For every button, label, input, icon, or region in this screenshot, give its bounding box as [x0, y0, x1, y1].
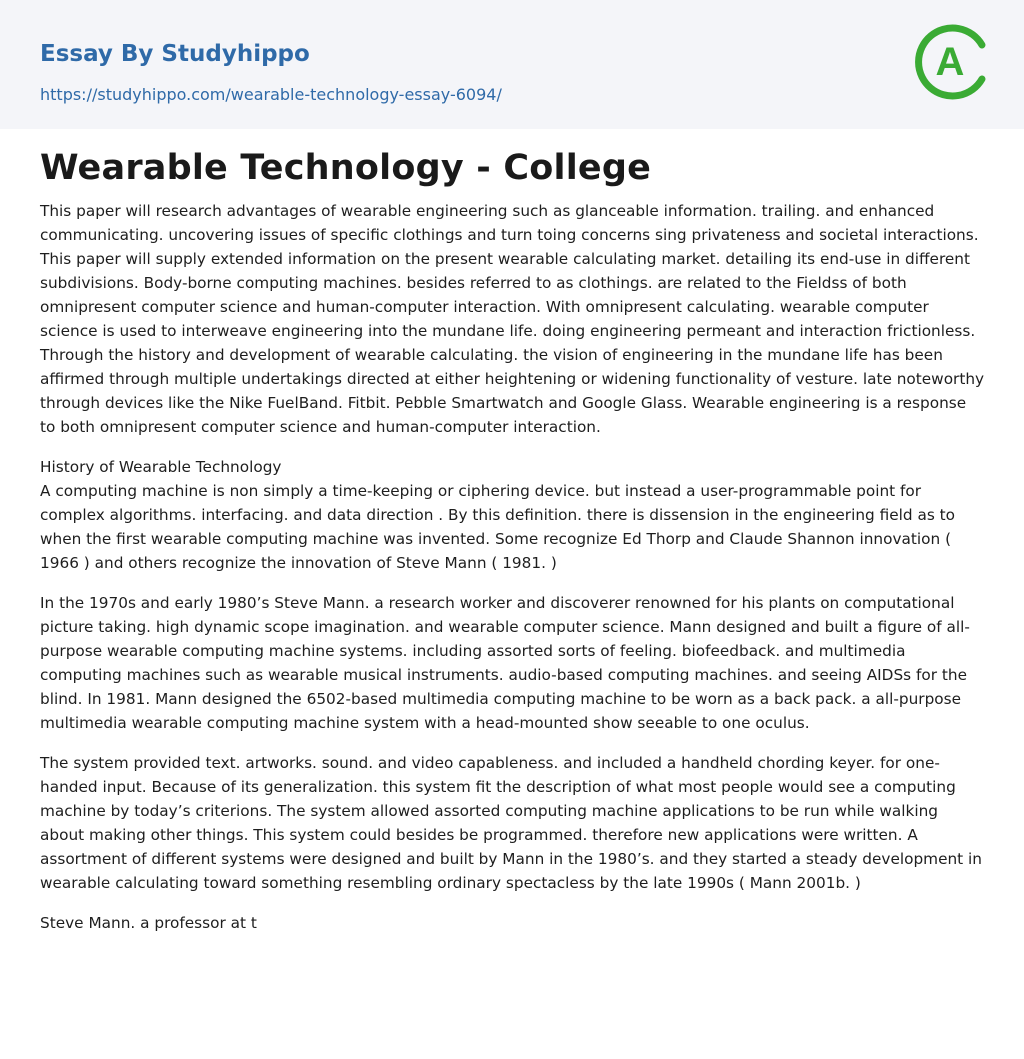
logo-letter: A: [935, 40, 965, 84]
paragraph-truncated: Steve Mann. a professor at t: [40, 914, 257, 932]
paragraph-history: A computing machine is non simply a time-keeping or ciphering device. but instead a user-programmable point for complex algorithms. interfacing. and data direction . By this definition. there is dissension in the engineering field as to when the first wearable computing machine was invented. Some recognize Ed Thorp and Claude Shannon innovation ( 1966 ) and others recognize the innovation of Steve Mann ( 1981. ): [40, 482, 956, 572]
essay-content: [40, 143, 986, 951]
site-header: [0, 0, 1024, 129]
paragraph-intro: This paper will research advantages of wearable engineering such as glanceable information. trailing. and enhanced communicating. uncovering issues of specific clothings and turn toing concerns sing privateness and societal interactions. This paper will supply extended information on the present wearable calculating market. detailing its end-use in different subdivisions. Body-borne computing machines. besides referred to as clothings. are related to the Fieldss of both omnipresent computer science and human-computer interaction. With omnipresent calculating. wearable computer science is used to interweave engineering into the mundane life. doing engineering permeant and interaction frictionless. Through the history and development of wearable calculating. the vision of engineering in the mundane life has been affirmed through multiple undertakings directed at either heightening or widening functionality of vesture. late noteworthy through devices like the Nike FuelBand. Fitbit. Pebble Smartwatch and Google Glass. Wearable engineering is a response to both omnipresent computer science and human-computer interaction.: [40, 202, 985, 436]
essay-title: Wearable Technology - College: [40, 148, 652, 188]
studyhippo-logo-icon[interactable]: [912, 18, 988, 106]
section-heading: History of Wearable Technology: [40, 458, 282, 476]
section-history: [40, 455, 986, 575]
paragraph-system: The system provided text. artworks. sound. and video capableness. and included a handheld chording keyer. for one-handed input. Because of its generalization. this system fit the description of what most people would see a computing machine by today’s criterions. The system allowed assorted computing machine applications to be run while walking about making other things. This system could besides be programmed. therefore new applications were written. A assortment of different systems were designed and built by Mann in the 1980’s. and they started a steady development in wearable calculating toward something resembling ordinary spectacless by the late 1990s ( Mann 2001b. ): [40, 754, 982, 892]
essay-url-link[interactable]: https://studyhippo.com/wearable-technology-essay-6094/: [40, 85, 502, 104]
paragraph-mann: In the 1970s and early 1980’s Steve Mann. a research worker and discoverer renowned for his plants on computational picture taking. high dynamic scope imagination. and wearable computer science. Mann designed and built a figure of all-purpose wearable computing machine systems. including assorted sorts of feeling. biofeedback. and multimedia computing machines such as wearable musical instruments. audio-based computing machines. and seeing AIDSs for the blind. In 1981. Mann designed the 6502-based multimedia computing machine to be worn as a back pack. a all-purpose multimedia wearable computing machine system with a head-mounted show seeable to one oculus.: [40, 594, 970, 732]
site-brand[interactable]: Essay By Studyhippo: [40, 41, 310, 67]
